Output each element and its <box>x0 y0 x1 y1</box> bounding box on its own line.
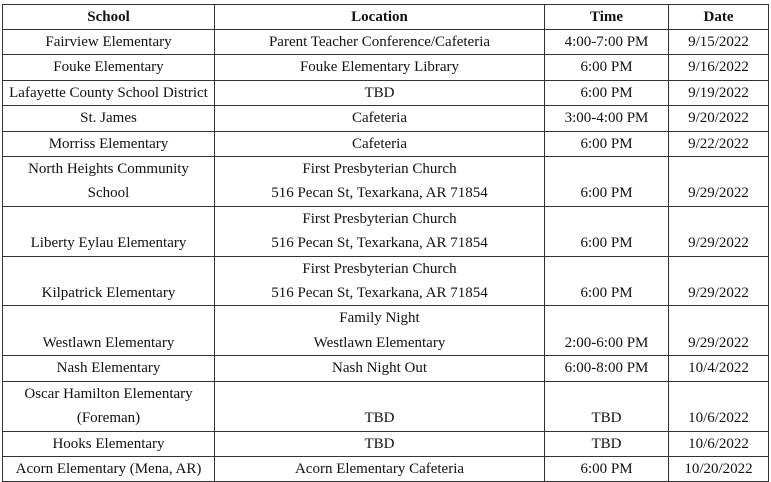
location-line: Cafeteria <box>352 110 407 127</box>
location-cell <box>215 206 545 256</box>
table-row <box>3 456 769 481</box>
time-cell: 6:00 PM <box>545 256 669 306</box>
school-cell <box>3 55 215 80</box>
location-cell <box>215 131 545 156</box>
location-cell <box>215 306 545 356</box>
time-cell: 6:00 PM <box>545 131 669 156</box>
school-line: Lafayette County School District <box>9 84 208 101</box>
time-cell: 3:00-4:00 PM <box>545 106 669 131</box>
school-cell <box>3 256 215 306</box>
location-cell <box>215 381 545 431</box>
school-line: Westlawn Elementary <box>42 334 175 351</box>
header-time: Time <box>545 5 669 30</box>
school-line <box>5 306 212 330</box>
time-cell: 2:00-6:00 PM <box>545 306 669 356</box>
location-line: 516 Pecan St, Texarkana, AR 71854 <box>271 285 488 302</box>
school-cell <box>3 106 215 131</box>
date-cell: 10/20/2022 <box>669 456 769 481</box>
location-line: TBD <box>364 410 395 427</box>
table-row <box>3 356 769 381</box>
school-cell <box>3 431 215 456</box>
school-cell <box>3 306 215 356</box>
schedule-table <box>2 4 769 482</box>
location-cell <box>215 256 545 306</box>
school-line: (Foreman) <box>76 410 141 427</box>
date-cell: 9/29/2022 <box>669 206 769 256</box>
school-line <box>5 257 212 281</box>
location-line <box>217 382 542 406</box>
school-line: St. James <box>80 110 137 127</box>
school-line: Fouke Elementary <box>53 59 164 76</box>
location-cell <box>215 356 545 381</box>
location-line: Cafeteria <box>352 135 407 152</box>
location-line: 516 Pecan St, Texarkana, AR 71854 <box>271 235 488 252</box>
time-cell: 6:00 PM <box>545 80 669 105</box>
table-row <box>3 306 769 356</box>
date-cell: 10/6/2022 <box>669 381 769 431</box>
table-row <box>3 80 769 105</box>
header-location: Location <box>215 5 545 30</box>
location-line: 516 Pecan St, Texarkana, AR 71854 <box>271 185 488 202</box>
school-cell <box>3 80 215 105</box>
school-line: North Heights Community <box>28 161 189 178</box>
location-line: Fouke Elementary Library <box>299 59 460 76</box>
location-cell <box>215 80 545 105</box>
location-cell <box>215 456 545 481</box>
school-line: School <box>87 185 130 202</box>
school-line: Hooks Elementary <box>52 435 165 452</box>
school-cell <box>3 206 215 256</box>
location-line: Westlawn Elementary <box>313 334 446 351</box>
table-row <box>3 30 769 55</box>
school-line: Acorn Elementary (Mena, AR) <box>15 460 202 477</box>
school-cell <box>3 456 215 481</box>
school-line: Nash Elementary <box>56 360 161 377</box>
time-cell: 4:00-7:00 PM <box>545 30 669 55</box>
table-row <box>3 256 769 306</box>
table-row <box>3 381 769 431</box>
date-cell: 10/4/2022 <box>669 356 769 381</box>
location-cell <box>215 431 545 456</box>
time-cell: TBD <box>545 381 669 431</box>
time-cell: TBD <box>545 431 669 456</box>
location-cell <box>215 157 545 207</box>
date-cell: 9/22/2022 <box>669 131 769 156</box>
date-cell: 9/20/2022 <box>669 106 769 131</box>
school-cell <box>3 157 215 207</box>
table-row <box>3 157 769 207</box>
table-row <box>3 131 769 156</box>
time-cell: 6:00 PM <box>545 456 669 481</box>
school-line: Liberty Eylau Elementary <box>30 235 187 252</box>
location-line: First Presbyterian Church <box>302 260 457 277</box>
location-line: First Presbyterian Church <box>302 210 457 227</box>
location-cell <box>215 55 545 80</box>
time-cell: 6:00 PM <box>545 206 669 256</box>
school-cell <box>3 381 215 431</box>
date-cell: 9/29/2022 <box>669 256 769 306</box>
date-cell: 9/15/2022 <box>669 30 769 55</box>
school-line: Oscar Hamilton Elementary <box>24 385 193 402</box>
date-cell: 10/6/2022 <box>669 431 769 456</box>
date-cell: 9/16/2022 <box>669 55 769 80</box>
time-cell: 6:00-8:00 PM <box>545 356 669 381</box>
header-date: Date <box>669 5 769 30</box>
header-school: School <box>3 5 215 30</box>
school-line: Fairview Elementary <box>45 34 172 50</box>
location-line: TBD <box>364 84 395 101</box>
table-row <box>3 55 769 80</box>
location-line: Family Night <box>339 310 420 327</box>
school-cell <box>3 131 215 156</box>
table-row <box>3 431 769 456</box>
table-row <box>3 106 769 131</box>
location-cell <box>215 30 545 55</box>
header-row <box>3 5 769 30</box>
date-cell: 9/19/2022 <box>669 80 769 105</box>
location-line: Acorn Elementary Cafeteria <box>294 460 465 477</box>
location-line: Nash Night Out <box>332 360 427 377</box>
date-cell: 9/29/2022 <box>669 306 769 356</box>
location-line: TBD <box>364 435 395 452</box>
time-cell: 6:00 PM <box>545 157 669 207</box>
location-cell <box>215 106 545 131</box>
table-row <box>3 206 769 256</box>
table-body <box>3 30 769 482</box>
location-line: First Presbyterian Church <box>302 161 457 178</box>
date-cell: 9/29/2022 <box>669 157 769 207</box>
school-line: Morriss Elementary <box>48 135 169 152</box>
location-line: Parent Teacher Conference/Cafeteria <box>268 34 491 50</box>
school-line: Kilpatrick Elementary <box>41 285 176 302</box>
school-cell <box>3 356 215 381</box>
school-cell <box>3 30 215 55</box>
school-line <box>5 207 212 231</box>
time-cell: 6:00 PM <box>545 55 669 80</box>
